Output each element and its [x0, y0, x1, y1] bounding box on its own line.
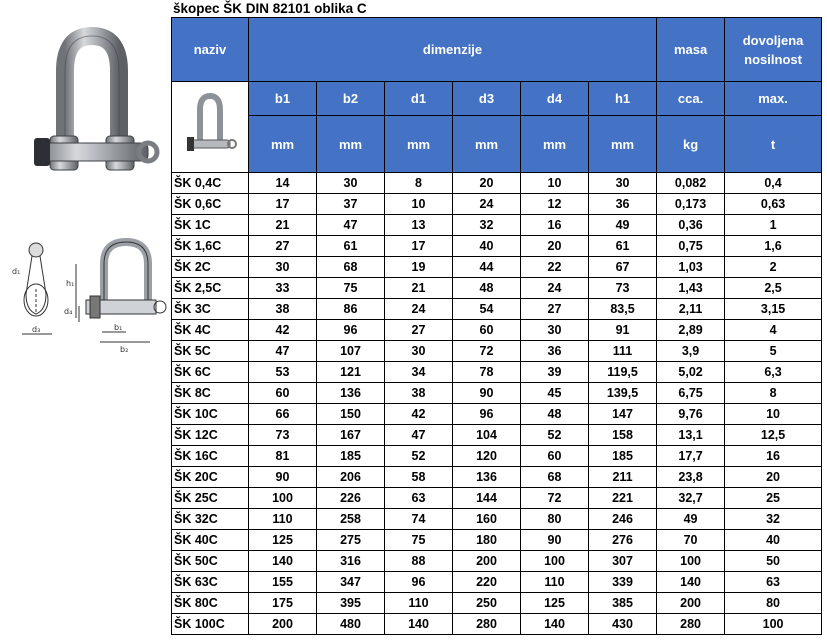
- table-cell: 121: [317, 362, 385, 383]
- table-cell: 175: [249, 593, 317, 614]
- table-row: [172, 488, 822, 509]
- table-cell: 17: [249, 194, 317, 215]
- table-cell: 61: [317, 236, 385, 257]
- table-cell: 110: [249, 509, 317, 530]
- table-cell: 96: [385, 572, 453, 593]
- table-cell: 21: [385, 278, 453, 299]
- table-cell: 30: [589, 173, 657, 194]
- row-name-cell: ŠK 63C: [172, 572, 249, 593]
- table-cell: 3,15: [725, 299, 822, 320]
- table-cell: 150: [317, 404, 385, 425]
- unit-d3: mm: [453, 116, 521, 173]
- table-cell: 81: [249, 446, 317, 467]
- table-cell: 0,173: [657, 194, 725, 215]
- table-cell: 32: [725, 509, 822, 530]
- table-cell: 258: [317, 509, 385, 530]
- table-cell: 49: [589, 215, 657, 236]
- table-row: [172, 383, 822, 404]
- table-row: [172, 299, 822, 320]
- table-cell: 50: [725, 551, 822, 572]
- table-cell: 33: [249, 278, 317, 299]
- table-cell: 120: [453, 446, 521, 467]
- table-cell: 200: [249, 614, 317, 635]
- table-cell: 45: [521, 383, 589, 404]
- table-cell: 385: [589, 593, 657, 614]
- table-cell: 139,5: [589, 383, 657, 404]
- table-cell: 8: [385, 173, 453, 194]
- table-cell: 42: [385, 404, 453, 425]
- table-cell: 23,8: [657, 467, 725, 488]
- header-nosilnost-label: dovoljena nosilnost: [742, 32, 804, 67]
- table-cell: 96: [453, 404, 521, 425]
- table-row: [172, 551, 822, 572]
- row-name-cell: ŠK 1,6C: [172, 236, 249, 257]
- shackle-spec-table: [171, 17, 822, 635]
- table-cell: 395: [317, 593, 385, 614]
- table-cell: 27: [385, 320, 453, 341]
- unit-d1: mm: [385, 116, 453, 173]
- row-name-cell: ŠK 25C: [172, 488, 249, 509]
- table-cell: 72: [453, 341, 521, 362]
- table-cell: 44: [453, 257, 521, 278]
- row-name-cell: ŠK 50C: [172, 551, 249, 572]
- table-cell: 78: [453, 362, 521, 383]
- table-cell: 5: [725, 341, 822, 362]
- table-row: [172, 530, 822, 551]
- table-row: [172, 425, 822, 446]
- table-cell: 107: [317, 341, 385, 362]
- table-cell: 19: [385, 257, 453, 278]
- table-cell: 30: [521, 320, 589, 341]
- table-cell: 60: [521, 446, 589, 467]
- table-cell: 185: [317, 446, 385, 467]
- table-cell: 83,5: [589, 299, 657, 320]
- table-row: [172, 257, 822, 278]
- table-row: [172, 173, 822, 194]
- table-cell: 63: [385, 488, 453, 509]
- row-name-cell: ŠK 2,5C: [172, 278, 249, 299]
- table-cell: 136: [317, 383, 385, 404]
- table-cell: 48: [521, 404, 589, 425]
- table-cell: 211: [589, 467, 657, 488]
- unit-b2: mm: [317, 116, 385, 173]
- table-cell: 1,03: [657, 257, 725, 278]
- row-name-cell: ŠK 16C: [172, 446, 249, 467]
- table-cell: 104: [453, 425, 521, 446]
- row-name-cell: ŠK 4C: [172, 320, 249, 341]
- table-cell: 0,082: [657, 173, 725, 194]
- table-cell: 48: [453, 278, 521, 299]
- table-cell: 66: [249, 404, 317, 425]
- table-cell: 90: [453, 383, 521, 404]
- table-cell: 38: [249, 299, 317, 320]
- table-cell: 221: [589, 488, 657, 509]
- table-cell: 72: [521, 488, 589, 509]
- shackle-photo-icon: [20, 26, 160, 186]
- table-cell: 100: [521, 551, 589, 572]
- table-cell: 52: [385, 446, 453, 467]
- drawing-label-d3: d₃: [32, 325, 41, 334]
- unit-b1: mm: [249, 116, 317, 173]
- col-b1: b1: [249, 82, 317, 116]
- table-cell: 140: [521, 614, 589, 635]
- table-cell: 339: [589, 572, 657, 593]
- table-cell: 125: [521, 593, 589, 614]
- table-cell: 47: [249, 341, 317, 362]
- table-cell: 250: [453, 593, 521, 614]
- table-cell: 246: [589, 509, 657, 530]
- table-cell: 220: [453, 572, 521, 593]
- table-cell: 480: [317, 614, 385, 635]
- table-cell: 40: [453, 236, 521, 257]
- table-cell: 140: [385, 614, 453, 635]
- table-cell: 67: [589, 257, 657, 278]
- table-cell: 20: [453, 173, 521, 194]
- table-cell: 73: [589, 278, 657, 299]
- table-row: [172, 341, 822, 362]
- table-cell: 30: [385, 341, 453, 362]
- table-row: [172, 236, 822, 257]
- table-cell: 180: [453, 530, 521, 551]
- col-d1: d1: [385, 82, 453, 116]
- table-cell: 280: [657, 614, 725, 635]
- table-cell: 16: [725, 446, 822, 467]
- page-title: škopec ŠK DIN 82101 oblika C: [173, 1, 367, 16]
- shackle-technical-drawing-icon: [4, 234, 170, 356]
- table-cell: 140: [657, 572, 725, 593]
- table-cell: 34: [385, 362, 453, 383]
- table-cell: 20: [725, 467, 822, 488]
- header-dimenzije: dimenzije: [249, 18, 657, 82]
- table-cell: 61: [589, 236, 657, 257]
- unit-d4: mm: [521, 116, 589, 173]
- drawing-label-d4: d₄: [64, 307, 73, 316]
- table-cell: 36: [589, 194, 657, 215]
- header-masa: masa: [657, 18, 725, 82]
- table-cell: 13,1: [657, 425, 725, 446]
- table-cell: 147: [589, 404, 657, 425]
- table-cell: 6,75: [657, 383, 725, 404]
- table-cell: 167: [317, 425, 385, 446]
- table-row: [172, 509, 822, 530]
- table-cell: 24: [521, 278, 589, 299]
- table-cell: 30: [317, 173, 385, 194]
- table-cell: 160: [453, 509, 521, 530]
- table-cell: 10: [725, 404, 822, 425]
- table-cell: 226: [317, 488, 385, 509]
- table-cell: 17,7: [657, 446, 725, 467]
- table-cell: 24: [453, 194, 521, 215]
- table-body: [172, 173, 822, 635]
- table-cell: 0,36: [657, 215, 725, 236]
- table-cell: 100: [249, 488, 317, 509]
- drawing-label-h1: h₁: [66, 279, 75, 288]
- table-cell: 0,63: [725, 194, 822, 215]
- table-row: [172, 593, 822, 614]
- table-cell: 90: [521, 530, 589, 551]
- table-cell: 275: [317, 530, 385, 551]
- drawing-label-d1: d₁: [12, 267, 21, 276]
- table-cell: 16: [521, 215, 589, 236]
- row-name-cell: ŠK 8C: [172, 383, 249, 404]
- table-cell: 47: [317, 215, 385, 236]
- table-cell: 100: [725, 614, 822, 635]
- col-d4: d4: [521, 82, 589, 116]
- table-cell: 276: [589, 530, 657, 551]
- table-cell: 91: [589, 320, 657, 341]
- table-cell: 125: [249, 530, 317, 551]
- table-cell: 49: [657, 509, 725, 530]
- col-d3: d3: [453, 82, 521, 116]
- shackle-thumbnail-icon: [182, 90, 238, 162]
- col-cca: cca.: [657, 82, 725, 116]
- table-cell: 27: [521, 299, 589, 320]
- table-cell: 158: [589, 425, 657, 446]
- table-row: [172, 320, 822, 341]
- table-cell: 22: [521, 257, 589, 278]
- table-cell: 144: [453, 488, 521, 509]
- row-name-cell: ŠK 0,6C: [172, 194, 249, 215]
- table-cell: 74: [385, 509, 453, 530]
- table-cell: 2: [725, 257, 822, 278]
- table-cell: 32,7: [657, 488, 725, 509]
- col-b2: b2: [317, 82, 385, 116]
- table-cell: 119,5: [589, 362, 657, 383]
- row-name-cell: ŠK 40C: [172, 530, 249, 551]
- row-name-cell: ŠK 2C: [172, 257, 249, 278]
- table-cell: 2,89: [657, 320, 725, 341]
- table-cell: 200: [657, 593, 725, 614]
- table-cell: 13: [385, 215, 453, 236]
- header-thumbnail-cell: [172, 82, 249, 173]
- table-cell: 52: [521, 425, 589, 446]
- table-cell: 4: [725, 320, 822, 341]
- table-cell: 136: [453, 467, 521, 488]
- row-name-cell: ŠK 6C: [172, 362, 249, 383]
- table-cell: 10: [385, 194, 453, 215]
- table-cell: 17: [385, 236, 453, 257]
- table-cell: 0,4: [725, 173, 822, 194]
- table-row: [172, 404, 822, 425]
- table-cell: 316: [317, 551, 385, 572]
- table-cell: 75: [317, 278, 385, 299]
- header-naziv: naziv: [172, 18, 249, 82]
- table-row: [172, 572, 822, 593]
- col-max: max.: [725, 82, 822, 116]
- table-row: [172, 446, 822, 467]
- table-cell: 86: [317, 299, 385, 320]
- table-cell: 111: [589, 341, 657, 362]
- drawing-label-b2: b₂: [120, 345, 129, 354]
- table-row: [172, 278, 822, 299]
- table-cell: 2,11: [657, 299, 725, 320]
- table-cell: 20: [521, 236, 589, 257]
- table-cell: 1,43: [657, 278, 725, 299]
- table-cell: 14: [249, 173, 317, 194]
- table-cell: 42: [249, 320, 317, 341]
- table-cell: 12: [521, 194, 589, 215]
- table-cell: 307: [589, 551, 657, 572]
- table-cell: 96: [317, 320, 385, 341]
- table-row: [172, 614, 822, 635]
- table-cell: 140: [249, 551, 317, 572]
- table-cell: 54: [453, 299, 521, 320]
- table-row: [172, 215, 822, 236]
- table-cell: 68: [521, 467, 589, 488]
- table-row: [172, 194, 822, 215]
- table-cell: 60: [249, 383, 317, 404]
- row-name-cell: ŠK 12C: [172, 425, 249, 446]
- table-cell: 21: [249, 215, 317, 236]
- row-name-cell: ŠK 20C: [172, 467, 249, 488]
- table-cell: 347: [317, 572, 385, 593]
- table-cell: 1: [725, 215, 822, 236]
- row-name-cell: ŠK 3C: [172, 299, 249, 320]
- table-cell: 88: [385, 551, 453, 572]
- table-cell: 2,5: [725, 278, 822, 299]
- table-cell: 8: [725, 383, 822, 404]
- row-name-cell: ŠK 80C: [172, 593, 249, 614]
- table-cell: 53: [249, 362, 317, 383]
- row-name-cell: ŠK 100C: [172, 614, 249, 635]
- table-cell: 430: [589, 614, 657, 635]
- table-cell: 9,76: [657, 404, 725, 425]
- table-cell: 40: [725, 530, 822, 551]
- table-cell: 1,6: [725, 236, 822, 257]
- row-name-cell: ŠK 32C: [172, 509, 249, 530]
- table-cell: 155: [249, 572, 317, 593]
- row-name-cell: ŠK 0,4C: [172, 173, 249, 194]
- table-cell: 100: [657, 551, 725, 572]
- table-cell: 200: [453, 551, 521, 572]
- table-cell: 73: [249, 425, 317, 446]
- unit-masa: kg: [657, 116, 725, 173]
- table-cell: 206: [317, 467, 385, 488]
- unit-nosilnost: t: [725, 116, 822, 173]
- table-cell: 80: [725, 593, 822, 614]
- col-h1: h1: [589, 82, 657, 116]
- table-cell: 80: [521, 509, 589, 530]
- table-cell: 6,3: [725, 362, 822, 383]
- row-name-cell: ŠK 5C: [172, 341, 249, 362]
- table-cell: 3,9: [657, 341, 725, 362]
- table-cell: 68: [317, 257, 385, 278]
- table-row: [172, 362, 822, 383]
- row-name-cell: ŠK 1C: [172, 215, 249, 236]
- row-name-cell: ŠK 10C: [172, 404, 249, 425]
- drawing-label-b1: b₁: [114, 323, 123, 332]
- table-cell: 39: [521, 362, 589, 383]
- table-cell: 0,75: [657, 236, 725, 257]
- table-cell: 5,02: [657, 362, 725, 383]
- table-cell: 30: [249, 257, 317, 278]
- table-cell: 90: [249, 467, 317, 488]
- unit-h1: mm: [589, 116, 657, 173]
- header-nosilnost: [725, 18, 822, 82]
- table-cell: 27: [249, 236, 317, 257]
- table-cell: 38: [385, 383, 453, 404]
- table-cell: 58: [385, 467, 453, 488]
- table-cell: 10: [521, 173, 589, 194]
- table-cell: 25: [725, 488, 822, 509]
- table-cell: 12,5: [725, 425, 822, 446]
- table-cell: 75: [385, 530, 453, 551]
- table-cell: 110: [521, 572, 589, 593]
- table-cell: 185: [589, 446, 657, 467]
- table-cell: 36: [521, 341, 589, 362]
- table-cell: 47: [385, 425, 453, 446]
- table-cell: 110: [385, 593, 453, 614]
- table-cell: 60: [453, 320, 521, 341]
- table-row: [172, 467, 822, 488]
- table-cell: 24: [385, 299, 453, 320]
- table-cell: 63: [725, 572, 822, 593]
- table-cell: 280: [453, 614, 521, 635]
- table-cell: 37: [317, 194, 385, 215]
- table-cell: 32: [453, 215, 521, 236]
- table-cell: 70: [657, 530, 725, 551]
